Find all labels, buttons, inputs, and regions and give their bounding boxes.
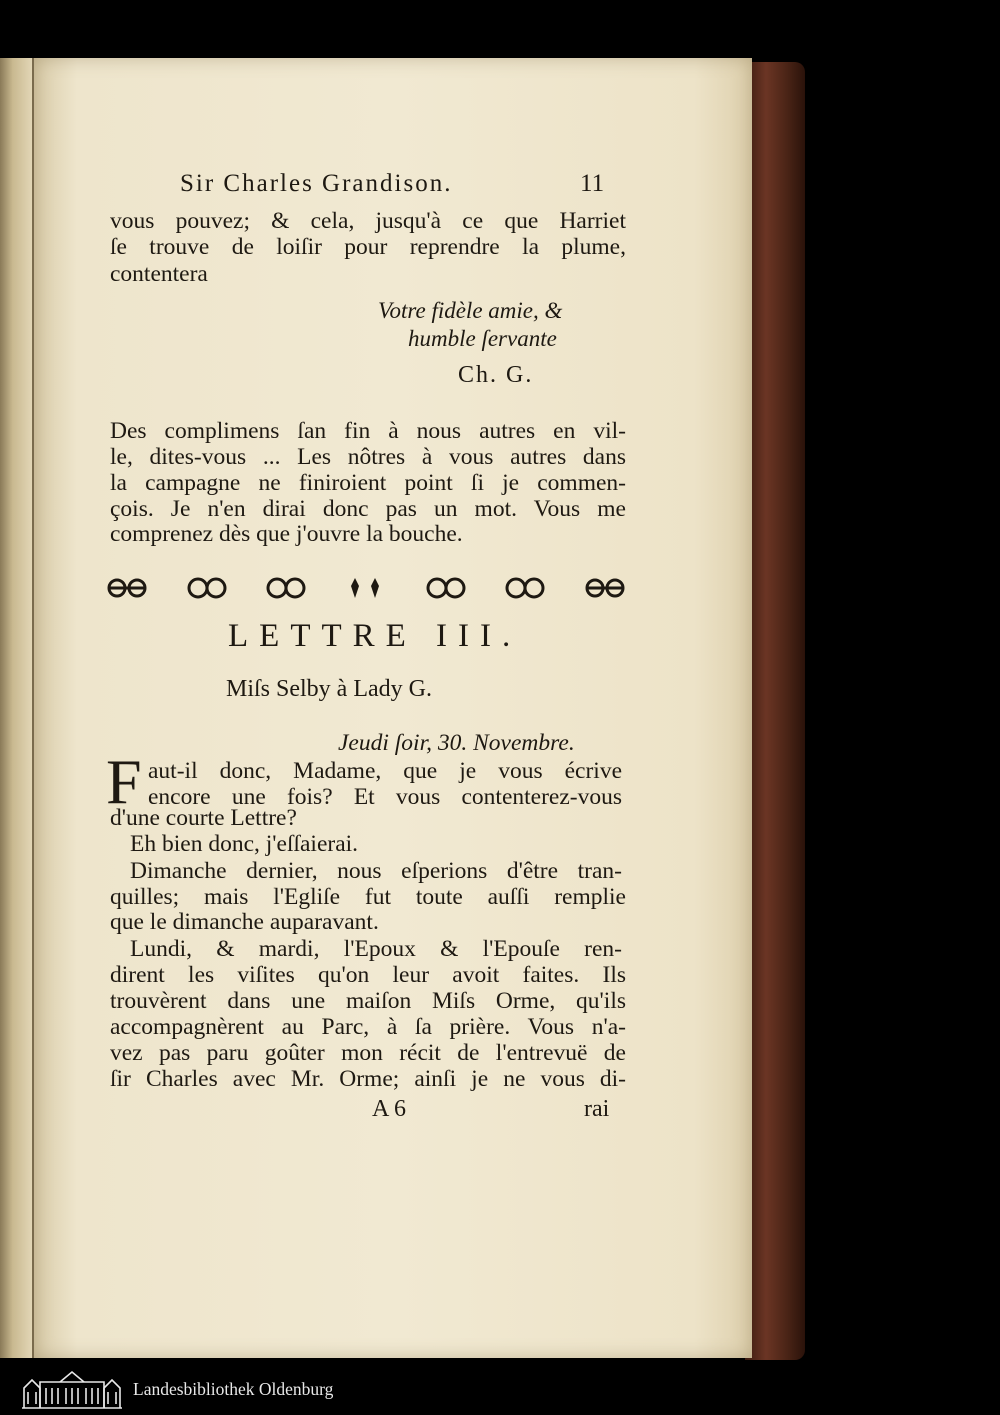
letter-line: Dimanche dernier, nous eſperions d'être tran-: [130, 858, 622, 884]
fleur-ornament-icon: [345, 574, 387, 602]
drop-cap: F: [106, 746, 142, 817]
page-number: 11: [580, 170, 605, 197]
letter-line: que le dimanche auparavant.: [110, 909, 379, 935]
letter-line: ſir Charles avec Mr. Orme; ainſi je ne vous di-: [110, 1066, 626, 1092]
previous-page-edge: [0, 58, 32, 1358]
ornament-icon: [504, 574, 546, 602]
postscript-line: le, dites-vous ... Les nôtres à vous autres dans: [110, 444, 626, 470]
letter-line: quilles; mais l'Egliſe fut toute auſſi remplie: [110, 884, 626, 910]
letter-line: trouvèrent dans une maiſon Miſs Orme, qu'ils: [110, 988, 626, 1014]
closing-line: humble ſervante: [408, 326, 557, 351]
letter-line: dirent les viſites qu'on leur avoit faites. Ils: [110, 962, 626, 988]
ornament-icon: [265, 574, 307, 602]
letter-date: Jeudi ſoir, 30. Novembre.: [338, 730, 575, 756]
letter-line: accompagnèrent au Parc, à ſa prière. Vous n'a-: [110, 1014, 626, 1040]
letter-heading: LETTRE III.: [228, 618, 522, 654]
letter-line: vez pas paru goûter mon récit de l'entrevuë de: [110, 1040, 626, 1066]
ornament-icon: [425, 574, 467, 602]
ornamental-rule: [106, 570, 626, 606]
ornament-icon: [106, 574, 148, 602]
letter-line: Lundi, & mardi, l'Epoux & l'Epouſe ren-: [130, 936, 622, 962]
signature-mark: A 6: [372, 1096, 407, 1122]
catchword: rai: [584, 1096, 610, 1122]
library-name: Landesbibliothek Oldenburg: [133, 1379, 334, 1399]
text-line: ſe trouve de loiſir pour reprendre la plume,: [110, 234, 626, 260]
ornament-icon: [186, 574, 228, 602]
letter-line: aut-il donc, Madame, que je vous écrive: [148, 758, 622, 784]
postscript-line: la campagne ne finiroient point ſi je commen-: [110, 470, 626, 496]
letter-line: d'une courte Lettre?: [110, 805, 297, 831]
book-cover-edge: [745, 62, 805, 1360]
running-head-title: Sir Charles Grandison.: [180, 170, 453, 197]
ornament-icon: [584, 574, 626, 602]
signature: Ch. G.: [458, 362, 534, 388]
letter-subheading: Miſs Selby à Lady G.: [226, 676, 432, 702]
letter-line: encore une fois? Et vous contenterez-vous: [148, 784, 622, 810]
letter-line: Eh bien donc, j'eſſaierai.: [130, 831, 359, 857]
postscript-line: Des complimens ſan fin à nous autres en vil-: [110, 418, 626, 444]
text-line: vous pouvez; & cela, jusqu'à ce que Harriet: [110, 208, 626, 234]
library-logo-icon: [20, 1368, 124, 1410]
text-line: contentera: [110, 261, 208, 287]
postscript-line: çois. Je n'en dirai donc pas un mot. Vous me: [110, 496, 626, 522]
postscript-line: comprenez dès que j'ouvre la bouche.: [110, 521, 463, 547]
closing-line: Votre fidèle amie, &: [378, 298, 563, 323]
